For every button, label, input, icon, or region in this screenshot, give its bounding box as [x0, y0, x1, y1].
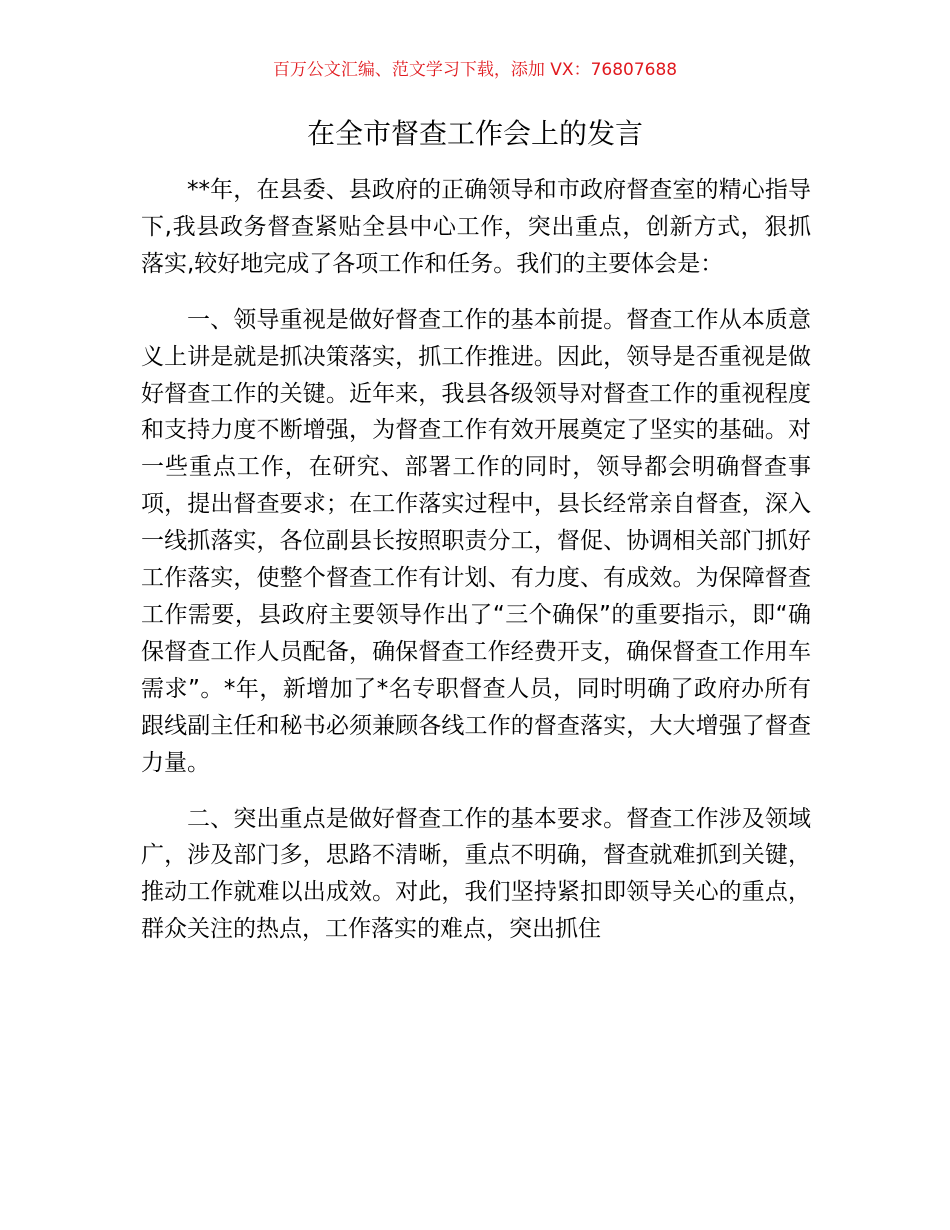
document-body [141, 172, 811, 948]
paragraph-intro: **年，在县委、县政府的正确领导和市政府督查室的精心指导下,我县政务督查紧贴全县中心工作，突出重点，创新方式，狠抓落实,较好地完成了各项工作和任务。我们的主要体会是： [141, 177, 811, 277]
paragraph-section-1: 一、领导重视是做好督查工作的基本前提。督查工作从本质意义上讲是就是抓决策落实，抓工作推进。因此，领导是否重视是做好督查工作的关键。近年来，我县各级领导对督查工作的重视程度和支持力度不断增强，为督查工作有效开展奠定了坚实的基础。对一些重点工作，在研究、部署工作的同时，领导都会明确督查事项，提出督查要求；在工作落实过程中，县长经常亲自督查，深入一线抓落实，各位副县长按照职责分工，督促、协调相关部门抓好工作落实，使整个督查工作有计划、有力度、有成效。为保障督查工作需要，县政府主要领导作出了“三个确保”的重要指示，即“确保督查工作人员配备，确保督查工作经费开支，确保督查工作用车需求”。*年，新增加了*名专职督查人员，同时明确了政府办所有跟线副主任和秘书必须兼顾各线工作的督查落实，大大增强了督查力量。 [141, 306, 811, 776]
paragraph-section-2: 二、突出重点是做好督查工作的基本要求。督查工作涉及领域广，涉及部门多，思路不清晰，重点不明确，督查就难抓到关键，推动工作就难以出成效。对此，我们坚持紧扣即领导关心的重点，群众关注的热点，工作落实的难点，突出抓住 [141, 805, 811, 943]
document-title: 在全市督查工作会上的发言 [306, 117, 643, 150]
watermark-banner: 百万公文汇编、范文学习下载，添加 VX：76807688 [272, 60, 678, 80]
